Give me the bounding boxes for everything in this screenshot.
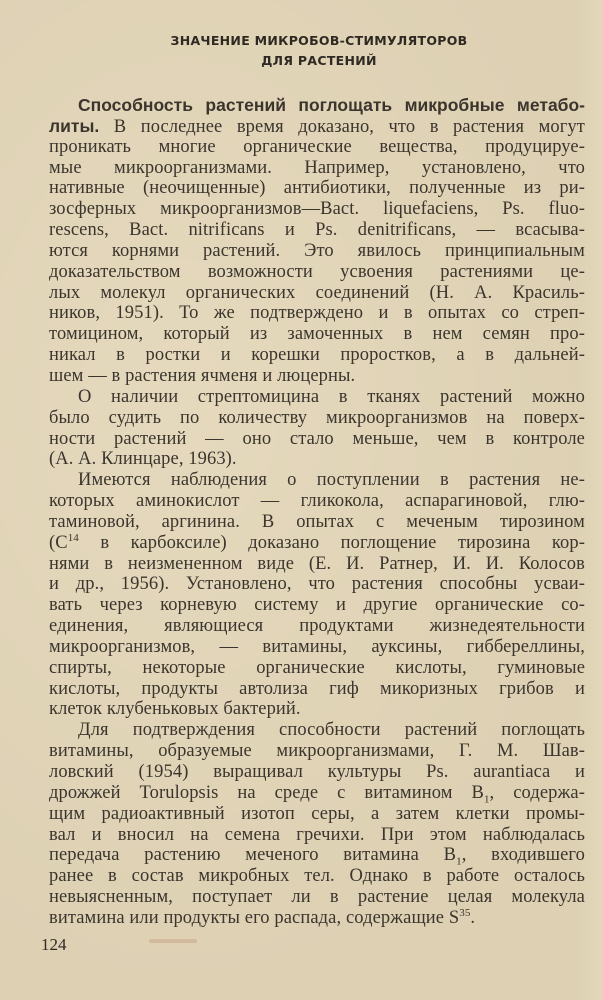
text-line — [49, 866, 585, 887]
text-line — [49, 554, 585, 575]
superscript: 14 — [67, 531, 79, 544]
text-line — [49, 741, 585, 762]
heading-line-1: ЗНАЧЕНИЕ МИКРОБОВ-СТИМУЛЯТОРОВ — [170, 33, 468, 48]
text-run: В последнее время доказано, что в растения могут — [99, 116, 585, 137]
text-run: rescens, Bact. nitrificans и Ps. denitrificans, — всасыва- — [49, 220, 585, 241]
text-run: никал в ростки и корешки проростков, а в дальней- — [49, 345, 585, 366]
text-run: (А. А. Клинцаре, 1963). — [49, 449, 237, 470]
text-line — [49, 220, 585, 241]
text-run: ловский (1954) выращивал культуры Ps. aurantiaca и — [49, 762, 585, 782]
text-line — [49, 345, 585, 366]
text-run: клеток клубеньковых бактерий. — [49, 699, 301, 720]
text-line — [49, 887, 585, 908]
text-line — [49, 137, 585, 158]
text-run: таминовой, аргинина. В опытах с меченым тирозином — [49, 511, 585, 532]
text-line — [49, 512, 585, 533]
book-page — [41, 0, 589, 1000]
text-run: вать через корневую систему и другие органические со- — [49, 595, 585, 616]
text-run: микроорганизмов, — витамины, ауксины, гиббереллины, — [49, 636, 585, 657]
text-line — [49, 366, 585, 387]
text-line — [49, 720, 585, 741]
text-run: ников, 1951). То же подтверждено и в опытах со стреп- — [49, 303, 585, 324]
text-line — [49, 491, 585, 512]
bold-run-in-title: Способность растений поглощать микробные метабо- — [78, 95, 585, 115]
section-heading — [49, 31, 589, 71]
text-run: доказательством возможности усвоения растениями це- — [49, 261, 585, 282]
heading-line-2: ДЛЯ РАСТЕНИЙ — [261, 53, 377, 68]
text-run: и др., 1956). Установлено, что растения способны усваи- — [49, 574, 585, 595]
subscript: 1 — [456, 856, 462, 869]
subscript: 1 — [483, 793, 490, 806]
text-run: проникать многие органические вещества, продуцируе- — [49, 136, 585, 157]
text-run: зосферных микроорганизмов—Bact. liquefaciens, Ps. fluo- — [49, 199, 585, 220]
text-run: спирты, некоторые органические кислоты, гуминовые — [49, 657, 585, 678]
text-line — [49, 825, 585, 846]
text-line — [49, 533, 585, 554]
text-run: в карбоксиле) доказано поглощение тирозина кор- — [78, 532, 585, 553]
text-run: нативные (неочищенные) антибиотики, полученные из ри- — [49, 178, 585, 199]
text-run: вал и вносил на семена гречихи. При этом наблюдалась — [49, 824, 585, 845]
text-line — [49, 262, 585, 283]
text-run: витамина или продукты его распада, содержащие S — [49, 907, 460, 928]
text-run: витамины, образуемые микроорганизмами, Г. М. Шав- — [49, 741, 585, 762]
text-line — [49, 595, 585, 616]
paper-stain — [149, 939, 197, 943]
text-run: кислоты, продукты автолиза гиф микоризных грибов и — [49, 678, 585, 699]
text-run: единения, являющиеся продуктами жизнедеятельности — [49, 616, 585, 637]
text-run: было судить по количеству микроорганизмов на поверх- — [49, 407, 585, 428]
text-line — [49, 679, 585, 700]
text-line — [49, 783, 585, 804]
text-line — [49, 908, 585, 929]
text-run: дрожжей Torulopsis на среде с витамином В — [49, 782, 484, 803]
text-run: шем — в растения ячменя и люцерны. — [49, 365, 356, 386]
text-line — [49, 429, 585, 450]
text-line — [49, 804, 585, 825]
text-run: О наличии стрептомицина в тканях растений можно — [78, 386, 585, 407]
text-line — [49, 199, 585, 220]
text-run: которых аминокислот — гликокола, аспарагиновой, глю- — [49, 491, 585, 512]
text-line — [49, 178, 585, 199]
bold-run-in-title: литы. — [49, 115, 100, 136]
text-line — [49, 387, 585, 408]
text-run: щим радиоактивный изотоп серы, а затем клетки промы- — [49, 803, 585, 824]
text-line — [49, 449, 585, 470]
text-run: передача растению меченого витамина В — [49, 845, 457, 866]
text-run: ются корнями растений. Это явилось принципиальным — [49, 240, 585, 261]
text-run: мые микроорганизмами. Например, установлено, что — [49, 157, 585, 178]
text-run: (С — [49, 532, 68, 553]
text-line — [49, 324, 585, 345]
text-run: невыясненным, поступает ли в растение целая молекула — [49, 887, 585, 908]
text-run: томицином, который из замоченных в нем семян про- — [49, 324, 585, 345]
text-line — [49, 616, 585, 637]
text-run: лых молекул органических соединений (Н. А. Красиль- — [49, 282, 585, 303]
superscript: 35 — [459, 906, 471, 919]
text-line — [49, 116, 585, 137]
text-line — [49, 158, 585, 179]
text-line — [49, 408, 585, 429]
text-run: . — [470, 907, 476, 928]
text-run: нями в неизмененном виде (Е. И. Ратнер, И. И. Колосов — [49, 553, 585, 574]
text-line — [49, 470, 585, 491]
text-line — [49, 699, 585, 720]
text-line — [49, 762, 585, 783]
text-line — [49, 303, 585, 324]
text-run: , входившего — [461, 845, 585, 866]
text-line — [49, 283, 585, 304]
page-number: 124 — [41, 935, 67, 954]
text-run: Имеются наблюдения о поступлении в растения не- — [78, 470, 585, 491]
text-run: ранее в состав микробных тел. Однако в работе осталось — [49, 866, 585, 887]
text-line — [49, 658, 585, 679]
body-text — [49, 95, 585, 929]
text-line — [49, 241, 585, 262]
text-run: ности растений — оно стало меньше, чем в контроле — [49, 428, 585, 449]
text-run: Для подтверждения способности растений поглощать — [78, 720, 585, 741]
text-line — [49, 845, 585, 869]
text-line — [49, 637, 585, 658]
text-line — [49, 574, 585, 595]
text-run: , содержа- — [489, 782, 585, 803]
text-line — [49, 95, 585, 116]
